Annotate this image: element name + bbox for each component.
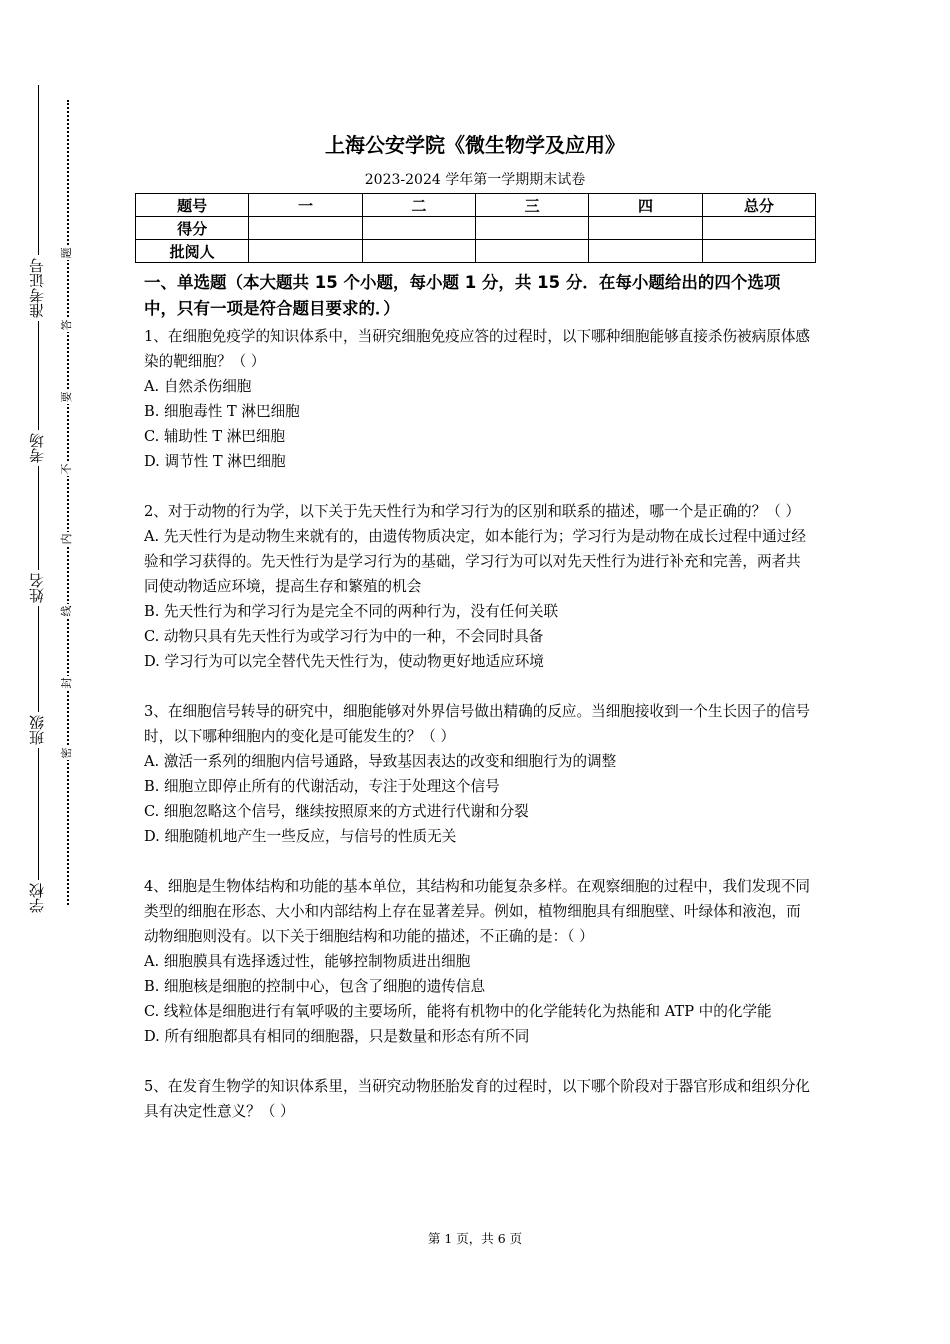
seal-char: 要 <box>60 391 73 403</box>
field-label-exam-room: 考场 <box>20 430 54 466</box>
grader-row <box>136 240 816 263</box>
question-2 <box>144 499 810 674</box>
header-cell-part-3: 三 <box>475 194 588 217</box>
header-cell-question-no: 题号 <box>136 194 249 217</box>
option-a: A. 激活一系列的细胞内信号通路，导致基因表达的改变和细胞行为的调整 <box>144 753 617 770</box>
question-stem: 2、对于动物的行为学，以下关于先天性行为和学习行为的区别和联系的描述，哪一个是正确的？（ ） <box>144 503 801 520</box>
question-4 <box>144 874 810 1049</box>
option-d: D. 所有细胞都具有相同的细胞器，只是数量和形态有所不同 <box>144 1028 530 1045</box>
seal-char: 密 <box>60 747 73 759</box>
option-a: A. 自然杀伤细胞 <box>144 378 252 395</box>
option-d: D. 学习行为可以完全替代先天性行为，使动物更好地适应环境 <box>144 653 544 670</box>
page-number: 第 1 页，共 6 页 <box>427 1231 523 1246</box>
question-stem: 4、细胞是生物体结构和功能的基本单位，其结构和功能复杂多样。在观察细胞的过程中，我们发现不同类型的细胞在形态、大小和内部结构上存在显著差异。例如，植物细胞具有细胞壁、叶绿体和液泡，而动物细胞则没有。以下关于细胞结构和功能的描述，不正确的是：（ ） <box>144 878 811 945</box>
field-label-class: 班级 <box>20 712 54 748</box>
option-d: D. 细胞随机地产生一些反应，与信号的性质无关 <box>144 828 457 845</box>
score-table-header-row <box>136 194 816 217</box>
option-a: A. 细胞膜具有选择透过性，能够控制物质进出细胞 <box>144 953 471 970</box>
score-cell[interactable] <box>475 217 588 240</box>
question-1 <box>144 324 810 474</box>
question-3 <box>144 699 810 849</box>
header-cell-total: 总分 <box>702 194 815 217</box>
header-cell-part-4: 四 <box>589 194 702 217</box>
question-stem: 3、在细胞信号转导的研究中，细胞能够对外界信号做出精确的反应。当细胞接收到一个生长因子的信号时，以下哪种细胞内的变化是可能发生的？（ ） <box>144 703 811 745</box>
header-cell-part-2: 二 <box>362 194 475 217</box>
field-label-school: 学校 <box>20 880 54 916</box>
seal-char: 封 <box>60 677 73 689</box>
seal-char: 不 <box>60 463 73 475</box>
option-d: D. 调节性 T 淋巴细胞 <box>144 453 286 470</box>
exam-subtitle: 2023-2024 学年第一学期期末试卷 <box>364 172 586 188</box>
option-b: B. 细胞立即停止所有的代谢活动，专注于处理这个信号 <box>144 778 500 795</box>
section-heading: 一、单选题（本大题共 15 个小题，每小题 1 分，共 15 分．在每小题给出的四个选项中，只有一项是符合题目要求的．） <box>144 273 781 318</box>
field-label-name: 姓名 <box>20 570 54 606</box>
option-c: C. 动物只具有先天性行为或学习行为中的一种，不会同时具备 <box>144 628 544 645</box>
question-stem: 1、在细胞免疫学的知识体系中，当研究细胞免疫应答的过程时，以下哪种细胞能够直接杀伤被病原体感染的靶细胞？（ ） <box>144 328 811 370</box>
exam-title: 上海公安学院《微生物学及应用》 <box>325 133 625 157</box>
row-label-score: 得分 <box>136 217 249 240</box>
score-cell[interactable] <box>589 217 702 240</box>
score-table <box>135 193 816 263</box>
grader-cell[interactable] <box>589 240 702 263</box>
field-label-admission-no: 准考证号 <box>20 255 54 321</box>
seal-dotted-line <box>67 100 69 905</box>
option-b: B. 先天性行为和学习行为是完全不同的两种行为，没有任何关联 <box>144 603 559 620</box>
header-cell-part-1: 一 <box>249 194 362 217</box>
seal-char: 内 <box>60 533 73 545</box>
grader-cell[interactable] <box>249 240 362 263</box>
option-c: C. 辅助性 T 淋巴细胞 <box>144 428 286 445</box>
option-b: B. 细胞毒性 T 淋巴细胞 <box>144 403 300 420</box>
question-stem: 5、在发育生物学的知识体系里，当研究动物胚胎发育的过程时，以下哪个阶段对于器官形成和组织分化具有决定性意义？（ ） <box>144 1078 811 1120</box>
row-label-grader: 批阅人 <box>136 240 249 263</box>
option-c: C. 细胞忽略这个信号，继续按照原来的方式进行代谢和分裂 <box>144 803 529 820</box>
binding-margin-line <box>38 85 39 905</box>
option-c: C. 线粒体是细胞进行有氧呼吸的主要场所，能将有机物中的化学能转化为热能和 ATP 中的化学能 <box>144 1003 772 1020</box>
grader-cell[interactable] <box>702 240 815 263</box>
seal-char: 题 <box>60 247 73 259</box>
seal-char: 线 <box>60 605 73 617</box>
question-5 <box>144 1074 810 1124</box>
score-cell[interactable] <box>249 217 362 240</box>
grader-cell[interactable] <box>475 240 588 263</box>
option-b: B. 细胞核是细胞的控制中心，包含了细胞的遗传信息 <box>144 978 486 995</box>
score-row <box>136 217 816 240</box>
score-cell[interactable] <box>362 217 475 240</box>
seal-char: 答 <box>60 319 73 331</box>
grader-cell[interactable] <box>362 240 475 263</box>
option-a: A. 先天性行为是动物生来就有的，由遗传物质决定，如本能行为；学习行为是动物在成长过程中通过经验和学习获得的。先天性行为是学习行为的基础，学习行为可以对先天性行为进行补充和完善，两者共同使动物适应环境，提高生存和繁殖的机会 <box>144 528 806 595</box>
score-cell[interactable] <box>702 217 815 240</box>
question-area <box>144 270 810 1149</box>
